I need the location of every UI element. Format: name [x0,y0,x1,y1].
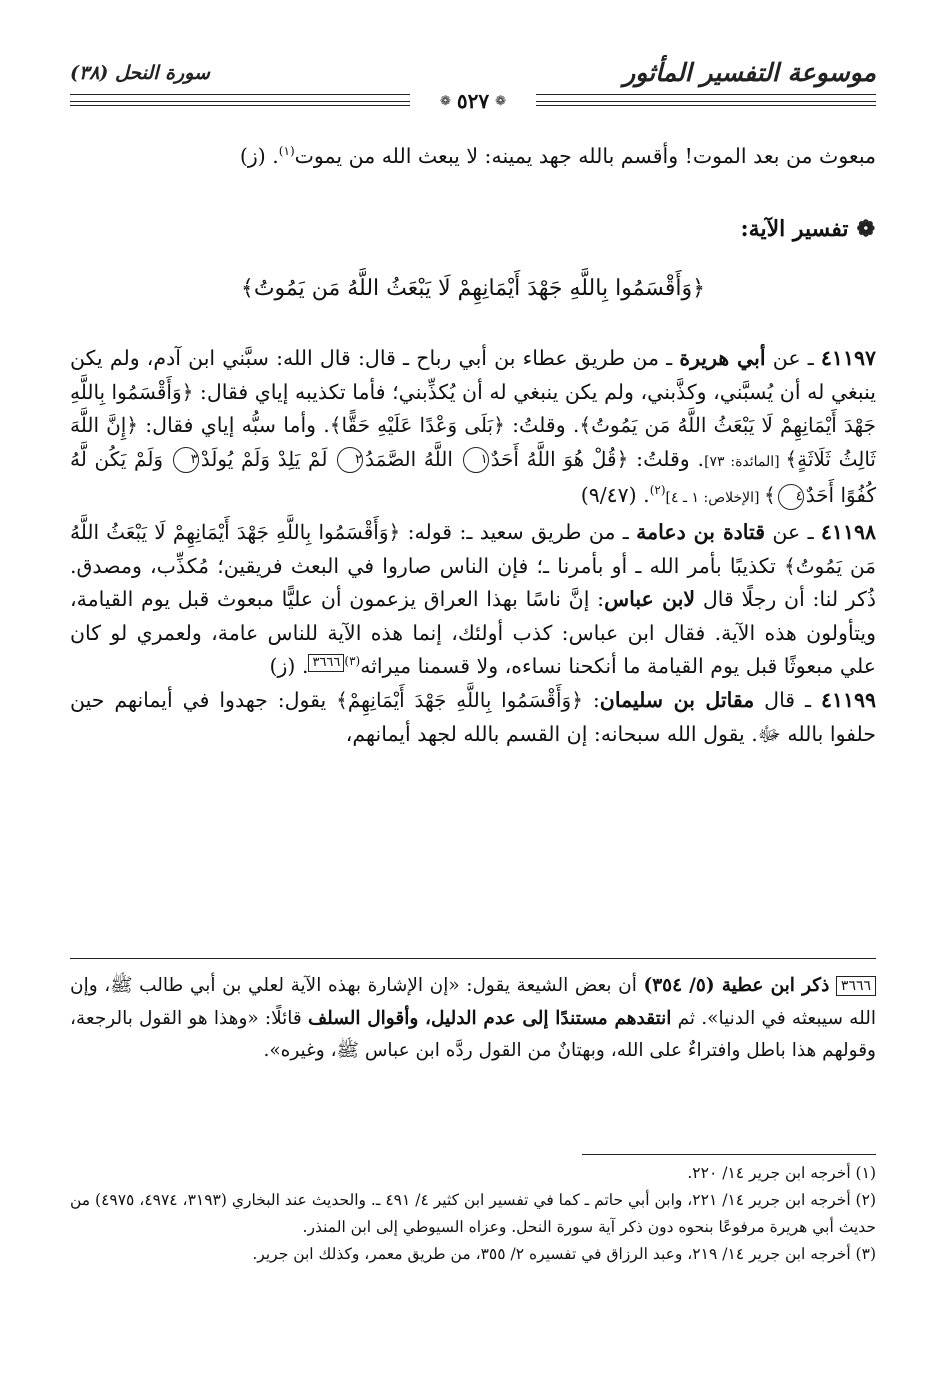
section-title: تفسير الآية: [740,216,849,242]
footnote-item: (٣) أخرجه ابن جرير ١٤/ ٢١٩، وعبد الرزاق في تفسيره ٢/ ٣٥٥، من طريق معمر، وكذلك ابن جرير. [252,1245,876,1263]
narrator-name: أبي هريرة [679,346,766,370]
ornament-icon: ❁ [439,93,451,109]
quran-quote: لَمْ يَلِدْ وَلَمْ يُولَدْ [200,446,336,471]
verse-number-circle: ٣ [173,447,199,473]
footnote-ref: (١) [278,144,295,159]
entry-text: تكذيبًا بأمر الله ـ أو بأمرنا ـ؛ فإن الناس صاروا في البعث فريقين؛ مُكذِّب، ومصدق. ذُكر لنا: أن رجلًا قال [70,553,876,612]
quran-quote: ﴿وَأَقْسَمُوا بِاللَّهِ جَهْدَ أَيْمَانِهِمْ لَا يَبْعَثُ اللَّهُ مَن يَمُوتُ﴾ [70,519,876,578]
ornament-icon: ❁ [495,93,507,109]
ayah-verse: ﴿وَأَقْسَمُوا بِاللَّهِ جَهْدَ أَيْمَانِهِمْ لَا يَبْعَثُ اللَّهُ مَن يَمُوتُ﴾ [240,276,706,301]
footnote-item: (٢) أخرجه ابن جرير ١٤/ ٢٢١، وابن أبي حاتم ـ كما في تفسير ابن كثير ٤/ ٤٩١ ـ. والحديث عند البخاري (٣١٩٣، ٤٩٧٤، ٤٩٧٥) من حديث أبي هريرة مرفوعًا بنحوه دون ذكر آية سورة النحل. وعزاه السيوطي إلى ابن المنذر. [69,1191,876,1236]
header-divider [70,105,410,106]
page-number: ٥٢٧ [456,89,490,113]
entry-text: . (ز) [269,654,309,679]
commentary-bold: ذكر ابن عطية (٥/ ٣٥٤) [643,975,830,996]
page-header [70,56,876,114]
entry-text: ـ عن [765,346,821,370]
commentary-block [70,970,876,1068]
header-divider [536,101,876,102]
intro-code: . (ز) [239,144,279,168]
narrator-name: لابن عباس [604,587,696,612]
section-heading [741,216,875,242]
footnotes [70,1160,876,1268]
footnote-divider [582,1154,876,1155]
flower-ornament-icon: ❁ [856,216,875,242]
entry-text: . (٩/٤٧) [580,483,650,508]
section-divider [70,958,876,959]
quran-quote: ﴿إِنَّ اللَّهَ ثَالِثُ ثَلَاثَةٍ﴾ [70,413,876,471]
entry-text: . وأما سبُّه إياي فقال: [138,413,330,438]
surah-title: سورة النحل (٣٨) [70,62,210,84]
entry-41198 [70,516,876,684]
book-title: موسوعة التفسير المأثور [623,58,876,87]
entry-41197 [70,342,876,516]
quran-quote: ﴿قُلْ هُوَ اللَّهُ أَحَدٌ [490,446,629,471]
entry-text: ـ من طريق عطاء بن أبي رباح ـ قال: قال الله: سبَّني ابن آدم، ولم يكن ينبغي له أن يُسبَّني، وكذَّبني، ولم يكن ينبغي له أن يُكذِّبني؛ فأما تكذيبه إياي فقال: [70,346,876,404]
entry-text: : إنَّ ناسًا بهذا العراق يزعمون أن عليًّا مبعوث قبل يوم القيامة، ويتأولون هذه الآية. فقال ابن عباس: كذب أولئك، إنما هذه الآية للناس عامة، ولعمري لو كان علي مبعوثًا قبل يوم القيامة ما أنكحنا نساءه، ولا قسمنا ميراثه [70,587,876,679]
page-number-box [410,88,536,114]
header-divider [70,101,410,102]
intro-text: مبعوث من بعد الموت! وأقسم بالله جهد يمينه: لا يبعث الله من يموت [294,144,876,168]
narrator-name: مقاتل بن سليمان [599,687,755,712]
entry-text: ـ من طريق سعيد ـ: قوله: [400,519,637,544]
entry-text: ـ عن [765,519,821,544]
entry-number: ٤١١٩٨ [820,519,876,544]
header-divider [536,105,876,106]
surah-reference: [المائدة: ٧٣] [704,453,786,470]
footnote-ref: (٢) [649,483,666,498]
narrator-name: قتادة بن دعامة [636,519,766,544]
commentary-text: قائلًا: «وهذا هو القول بالرجعة، وقولهم هذا باطل وافتراءٌ على الله، وبهتانٌ من القول ردَّه ابن عباس ﷺ، وغيره». [70,1007,876,1061]
commentary-text: أن بعض الشيعة يقول: «إن الإشارة بهذه الآية لعلي بن أبي طالب ﷺ، وإن الله سيبعثه في الدنيا». ثم [70,975,876,1029]
verse-number-circle: ٢ [337,447,363,473]
entry-number: ٤١١٩٧ [820,346,876,370]
entry-text: . وقلتُ: [504,413,580,438]
footnote-ref: (٣) [344,654,361,669]
narrations [70,342,876,751]
verse-number-circle: ١ [463,447,489,473]
quran-quote: ﴿بَلَى وَعْدًا عَلَيْهِ حَقًّا﴾ [329,413,505,438]
comment-tag: ٣٦٦٦ [836,976,876,996]
entry-text: يقول: جهدوا في أيمانهم حين حلفوا بالله ﷻ. يقول الله سبحانه: إن القسم بالله لجهد أيمانهم، [70,687,876,746]
entry-number: ٤١١٩٩ [820,687,876,712]
entry-41199 [70,684,876,751]
comment-tag: ٣٦٦٦ [308,654,344,672]
intro-paragraph [70,140,876,174]
quran-quote: وَلَمْ يَكُن لَّهُ كُفُوًا أَحَدٌ [70,446,876,508]
footnote-item: (١) أخرجه ابن جرير ١٤/ ٢٢٠. [687,1164,876,1182]
quran-quote: اللَّهُ الصَّمَدُ [365,446,461,471]
entry-text: . وقلتُ: [628,446,705,471]
quran-quote: ﴿وَأَقْسَمُوا بِاللَّهِ جَهْدَ أَيْمَانِهِمْ﴾ [336,687,583,712]
quran-quote: ﴾ [763,483,776,508]
entry-text: ـ قال [754,687,821,712]
verse-number-circle: ٤ [778,484,804,510]
commentary-bold: انتقدهم مستندًا إلى عدم الدليل، وأقوال السلف [307,1007,672,1029]
surah-reference: [الإخلاص: ١ ـ ٤] [665,490,764,507]
quran-quote: ﴿وَأَقْسَمُوا بِاللَّهِ جَهْدَ أَيْمَانِهِمْ لَا يَبْعَثُ اللَّهُ مَن يَمُوتُ﴾ [70,379,876,438]
entry-text: : [582,687,600,712]
